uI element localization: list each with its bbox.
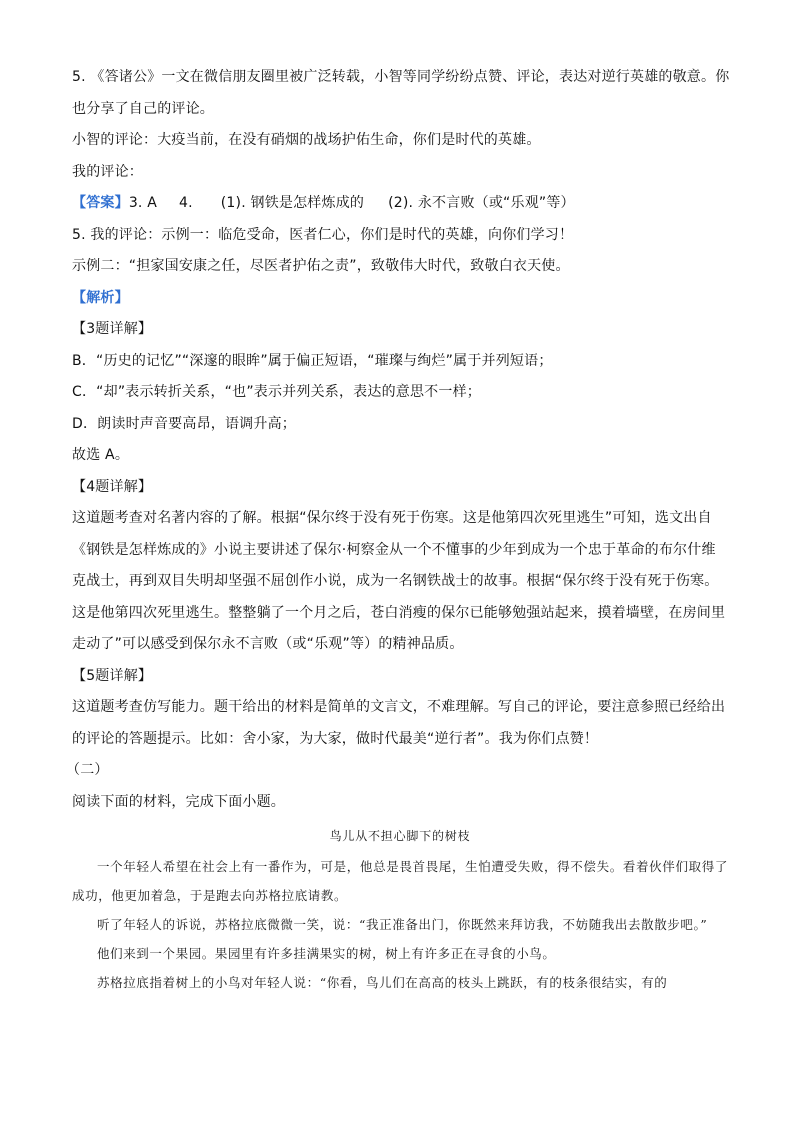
answer-line: [72, 188, 728, 220]
detail-3-option-b: B．“历史的记忆”“深邃的眼眸”属于偏正短语，“璀璨与绚烂”属于并列短语；: [72, 352, 553, 369]
q5-my-comment-label: 我的评论：: [72, 163, 143, 180]
detail-3-heading: 【3题详解】: [72, 321, 153, 337]
q5-xiaozhi-comment: 小智的评论：大疫当前，在没有硝烟的战场护佑生命，你们是时代的英雄。: [72, 132, 541, 148]
analysis-heading: [72, 283, 728, 315]
answer-tag: 【答案】: [72, 195, 129, 211]
detail-5-heading: 【5题详解】: [72, 667, 153, 684]
detail-3-conclusion: 故选 A。: [72, 447, 130, 463]
passage-title: 鸟儿从不担心脚下的树枝: [329, 829, 471, 843]
detail-4-line-3: 克战士，再到双目失明却坚强不屈创作小说，成为一名钢铁战士的故事。根据“保尔终于没有死于伤寒。: [72, 573, 719, 589]
detail-5-line-2: 的评论的答题提示。比如：舍小家，为大家，做时代最美“逆行者”。我为你们点赞！: [72, 730, 599, 747]
passage-paragraph-3: 他们来到一个果园。果园里有许多挂满果实的树，树上有许多正在寻食的小鸟。: [97, 946, 556, 961]
detail-4-heading: 【4题详解】: [72, 478, 153, 495]
passage-paragraph-1: 一个年轻人希望在社会上有一番作为，可是，他总是畏首畏尾，生怕遭受失败，得不偿失。看着伙伴们取得了成功，他更加着急，于是跑去向苏格拉底请教。: [72, 859, 728, 903]
q5-prompt-line-2: 也分享了自己的评论。: [72, 100, 214, 117]
section-2-instruction: 阅读下面的材料，完成下面小题。: [72, 793, 285, 810]
answer-5-example-2: 示例二：“担家国安康之任，尽医者护佑之责”，致敬伟大时代，致敬白衣天使。: [72, 258, 570, 274]
detail-3-option-c: C．“却”表示转折关系，“也”表示并列关系，表达的意思不一样；: [72, 384, 481, 400]
answer-5-example-1: 5. 我的评论：示例一：临危受命，医者仁心，你们是时代的英雄，向你们学习！: [72, 226, 574, 243]
document-page: [66, 62, 730, 997]
answer-3: 3. A: [128, 195, 157, 211]
q5-prompt-line-1: 5. 《答诸公》一文在微信朋友圈里被广泛转载，小智等同学纷纷点赞、评论，表达对逆行英雄的敬意。你: [72, 69, 730, 85]
detail-4-line-4: 这是他第四次死里逃生。整整躺了一个月之后，苍白消瘦的保尔已能够勉强站起来，摸着墙壁，在房间里: [72, 604, 726, 621]
section-2-heading: （二）: [66, 762, 109, 778]
analysis-tag: 【解析】: [72, 289, 129, 306]
passage-paragraph-2: 听了年轻人的诉说，苏格拉底微微一笑，说：“我正准备出门，你既然来拜访我，不妨随我出去散散步吧。”: [97, 917, 708, 932]
detail-4-line-5: 走动了”可以感受到保尔永不言败（或“乐观”等）的精神品质。: [72, 636, 464, 652]
detail-5-line-1: 这道题考查仿写能力。题干给出的材料是简单的文言文，不难理解。写自己的评论，要注意参照已经给出: [72, 699, 726, 715]
passage-paragraph-4: 苏格拉底指着树上的小鸟对年轻人说：“你看，鸟儿们在高高的枝头上跳跃，有的枝条很结实，有的: [97, 975, 668, 990]
answer-4-number: 4.: [179, 195, 193, 211]
detail-4-line-1: 这道题考查对名著内容的了解。根据“保尔终于没有死于伤寒。这是他第四次死里逃生”可知，选文出自: [72, 510, 712, 526]
answer-4-part-2: (2). 永不言败（或“乐观”等）: [388, 195, 575, 211]
detail-3-option-d: D．朗读时声音要高昂，语调升高；: [72, 415, 296, 432]
reading-passage: [72, 822, 728, 997]
answer-4-part-1: (1). 钢铁是怎样炼成的: [220, 195, 365, 211]
detail-4-line-2: 《钢铁是怎样炼成的》小说主要讲述了保尔·柯察金从一个不懂事的少年到成为一个忠于革命的布尔什维: [72, 541, 716, 558]
